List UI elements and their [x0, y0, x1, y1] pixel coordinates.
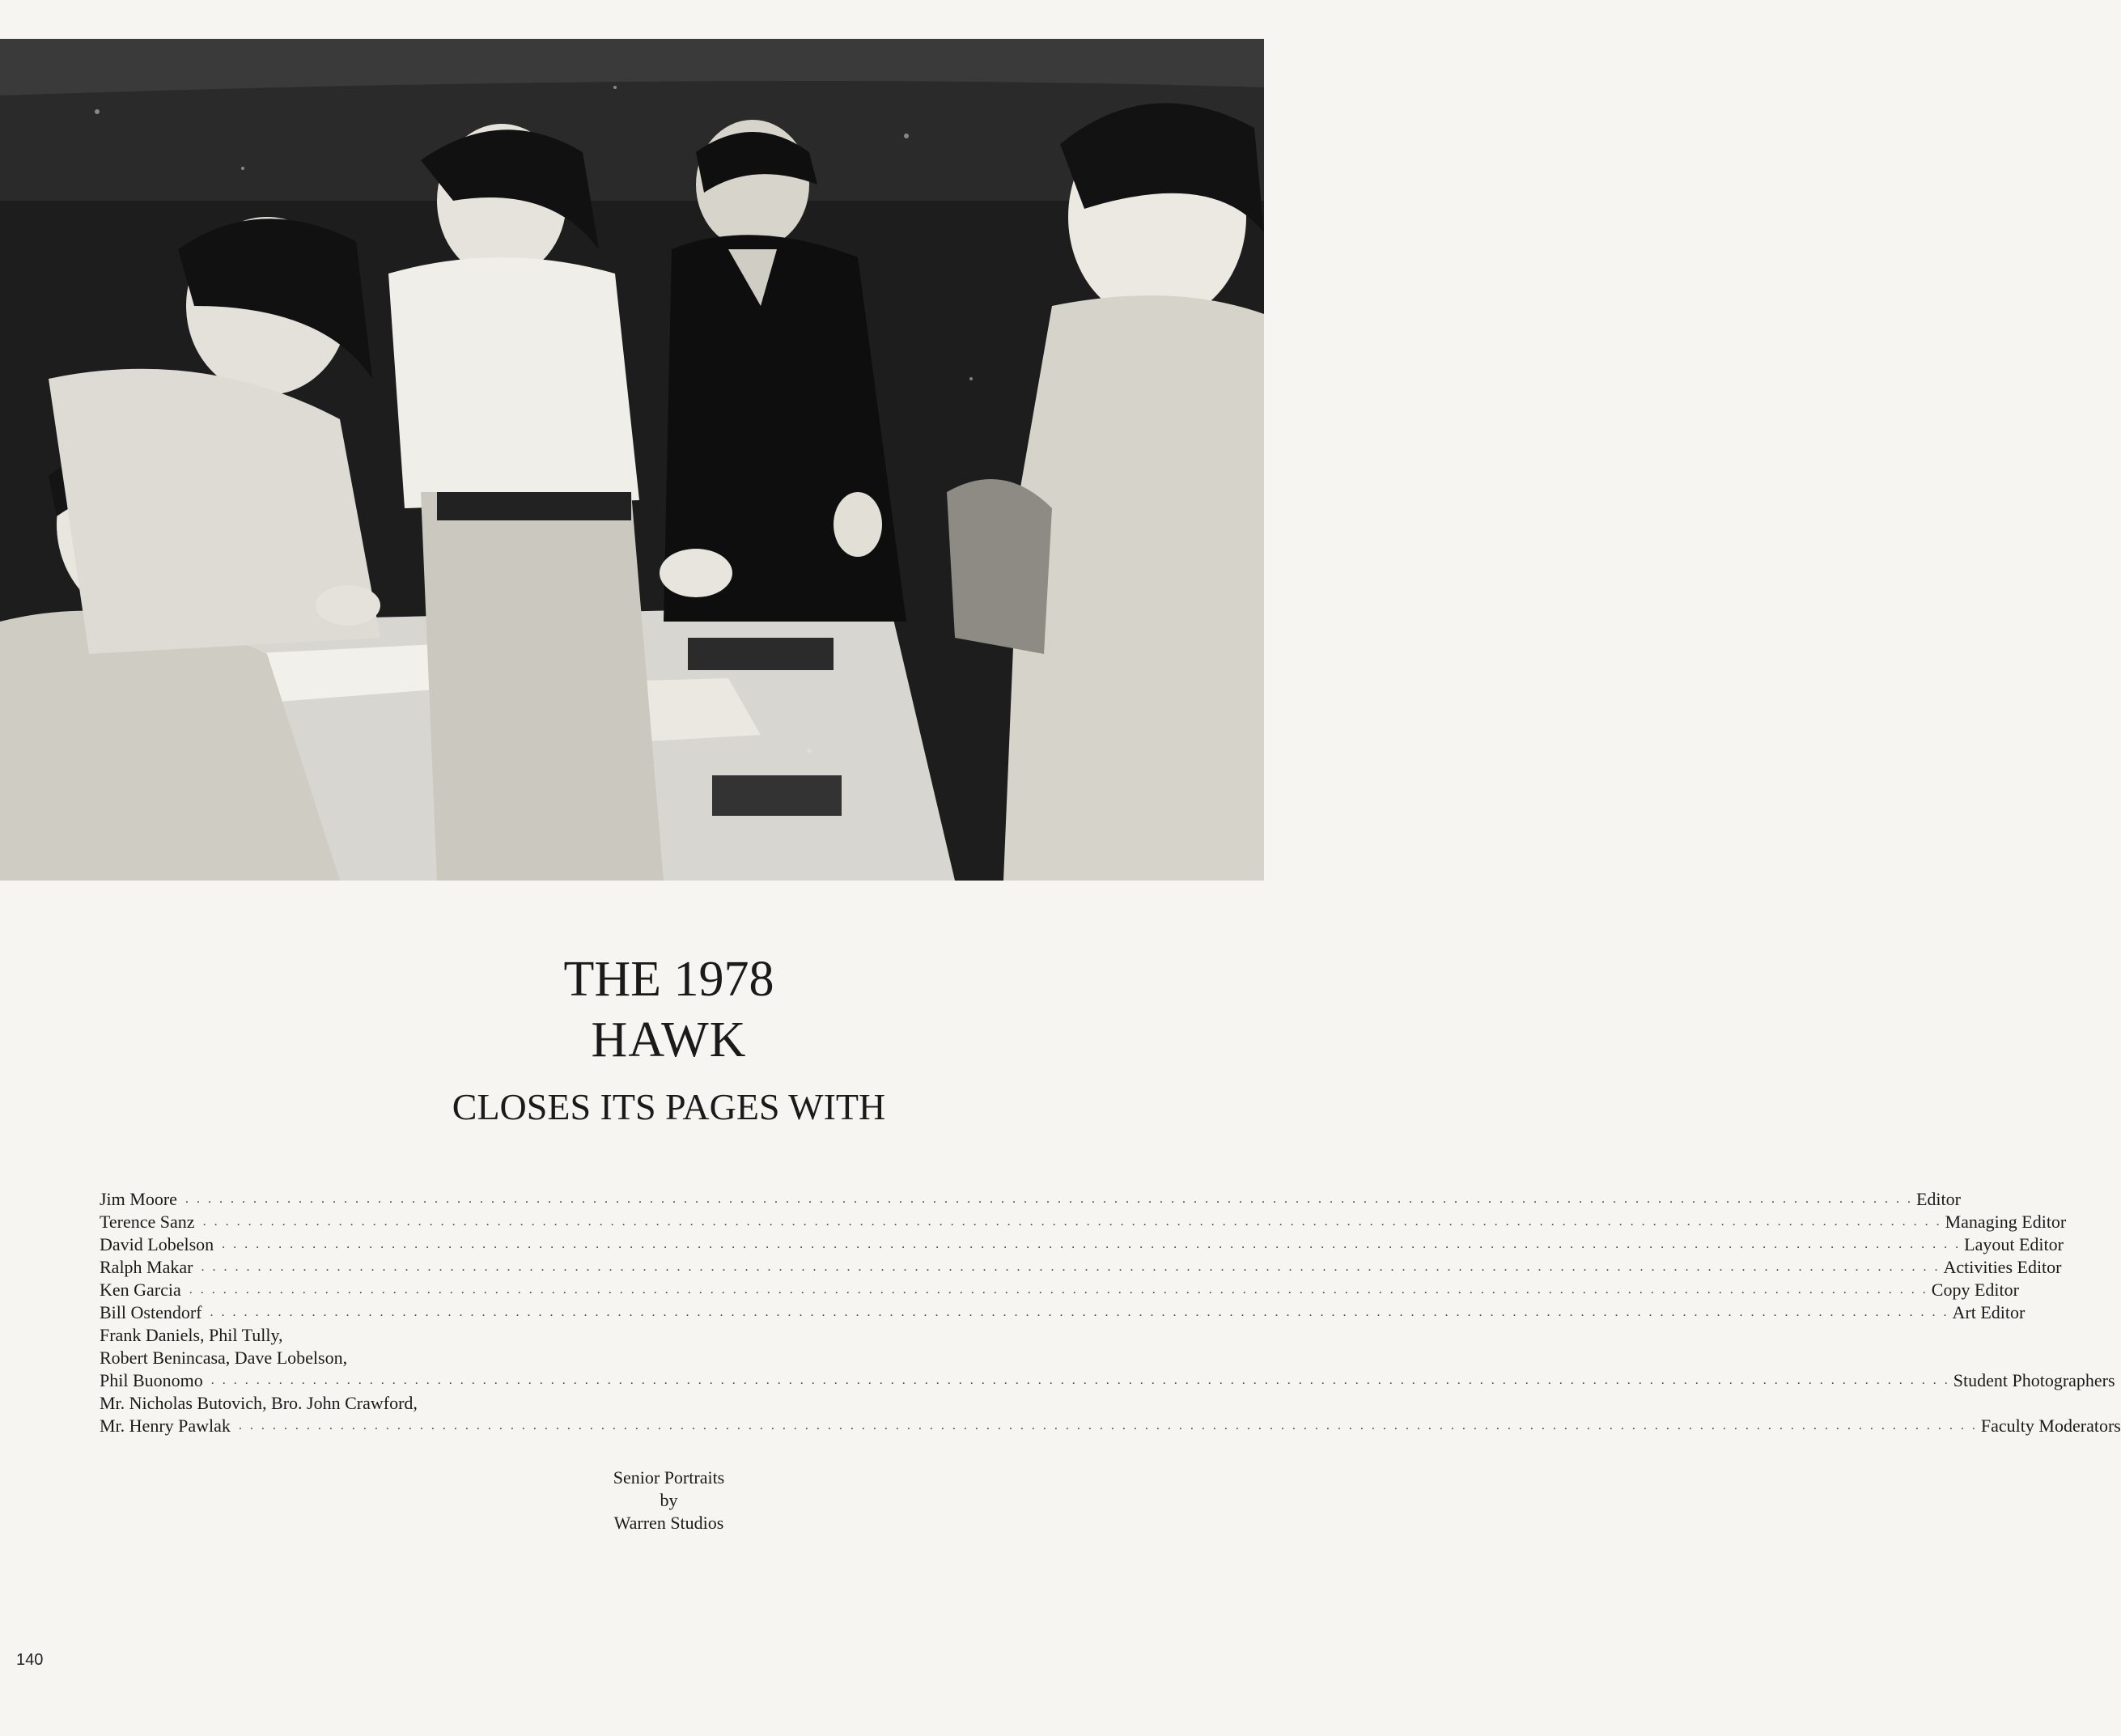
- staff-name: Phil Buonomo: [100, 1370, 203, 1390]
- staff-role: Editor: [1915, 1189, 1961, 1209]
- staff-row: [100, 1369, 2115, 1392]
- staff-row: [100, 1324, 1257, 1347]
- staff-name: Mr. Nicholas Butovich, Bro. John Crawford,: [100, 1393, 418, 1413]
- photo-group-icon: [0, 39, 1264, 881]
- leader-dots: . . . . . . . . . . . . . . . . . . . . . . . . . . . . . . . . . . . . . . . . . . . . . . . . . . . . . . . . . . . . . . . . . . . . . . . . . . . . . . . . . . . . . . . . . . . . . . . . . . . . . . . . . . . . . . . . . . . . . . . . . . . . . . . . . . . . . . . . . . . . . . . . . . . . . . . . . .: [202, 1215, 1942, 1229]
- heading-line-1: THE 1978: [563, 952, 774, 1007]
- staff-row: [100, 1347, 1257, 1369]
- staff-name: Bill Ostendorf: [100, 1302, 202, 1322]
- staff-name: Ken Garcia: [100, 1280, 181, 1300]
- staff-row: [100, 1256, 2062, 1279]
- leader-dots: . . . . . . . . . . . . . . . . . . . . . . . . . . . . . . . . . . . . . . . . . . . . . . . . . . . . . . . . . . . . . . . . . . . . . . . . . . . . . . . . . . . . . . . . . . . . . . . . . . . . . . . . . . . . . . . . . . . . . . . . . . . . . . . . . . . . . . . . . . . . . . . . . . . . . . . . . .: [201, 1260, 1941, 1274]
- staff-role: Managing Editor: [1945, 1212, 2067, 1232]
- staff-name: Jim Moore: [100, 1189, 177, 1209]
- heading-line-2: HAWK: [591, 1012, 747, 1067]
- staff-name: Robert Benincasa, Dave Lobelson,: [100, 1348, 348, 1368]
- page-number: 140: [16, 1651, 44, 1669]
- staff-role: Art Editor: [1952, 1302, 2026, 1322]
- credit-line: Warren Studios: [613, 1513, 724, 1533]
- staff-role: Faculty Moderators: [1980, 1416, 2121, 1436]
- staff-row: [100, 1211, 2067, 1233]
- credit-line: Senior Portraits: [613, 1467, 725, 1488]
- leader-dots: . . . . . . . . . . . . . . . . . . . . . . . . . . . . . . . . . . . . . . . . . . . . . . . . . . . . . . . . . . . . . . . . . . . . . . . . . . . . . . . . . . . . . . . . . . . . . . . . . . . . . . . . . . . . . . . . . . . . . . . . . . . . . . . . . . . . . . . . . . . . . . . . . . . . . . . . . .: [210, 1305, 1949, 1319]
- staff-role: Layout Editor: [1964, 1234, 2064, 1254]
- photo-credit: [0, 1466, 1338, 1534]
- staff-role: Activities Editor: [1943, 1257, 2062, 1277]
- heading-subtitle: CLOSES ITS PAGES WITH: [452, 1086, 886, 1127]
- staff-role: Copy Editor: [1931, 1280, 2019, 1300]
- staff-list: [100, 1188, 2121, 1437]
- staff-row: [100, 1301, 2026, 1324]
- staff-name: Ralph Makar: [100, 1257, 193, 1277]
- leader-dots: . . . . . . . . . . . . . . . . . . . . . . . . . . . . . . . . . . . . . . . . . . . . . . . . . . . . . . . . . . . . . . . . . . . . . . . . . . . . . . . . . . . . . . . . . . . . . . . . . . . . . . . . . . . . . . . . . . . . . . . . . . . . . . . . . . . . . . . . . . . . . . . . . . . . . . . . . .: [189, 1283, 1928, 1297]
- leader-dots: . . . . . . . . . . . . . . . . . . . . . . . . . . . . . . . . . . . . . . . . . . . . . . . . . . . . . . . . . . . . . . . . . . . . . . . . . . . . . . . . . . . . . . . . . . . . . . . . . . . . . . . . . . . . . . . . . . . . . . . . . . . . . . . . . . . . . . . . . . . . . . . . . . . . . . . . .: [185, 1192, 1913, 1206]
- leader-dots: . . . . . . . . . . . . . . . . . . . . . . . . . . . . . . . . . . . . . . . . . . . . . . . . . . . . . . . . . . . . . . . . . . . . . . . . . . . . . . . . . . . . . . . . . . . . . . . . . . . . . . . . . . . . . . . . . . . . . . . . . . . . . . . . . . . . . . . . . . . . . . . . . . . . . . . . . .: [238, 1419, 1978, 1433]
- staff-name: Frank Daniels, Phil Tully,: [100, 1325, 283, 1345]
- group-photo: [0, 39, 1264, 881]
- staff-row: [100, 1279, 2019, 1301]
- staff-name: David Lobelson: [100, 1234, 214, 1254]
- staff-row: [100, 1392, 1257, 1415]
- leader-dots: . . . . . . . . . . . . . . . . . . . . . . . . . . . . . . . . . . . . . . . . . . . . . . . . . . . . . . . . . . . . . . . . . . . . . . . . . . . . . . . . . . . . . . . . . . . . . . . . . . . . . . . . . . . . . . . . . . . . . . . . . . . . . . . . . . . . . . . . . . . . . . . . . . . . . . . . . .: [222, 1237, 1962, 1251]
- staff-name: Mr. Henry Pawlak: [100, 1416, 231, 1436]
- staff-row: [100, 1188, 1961, 1211]
- staff-role: Student Photographers: [1953, 1370, 2115, 1390]
- leader-dots: . . . . . . . . . . . . . . . . . . . . . . . . . . . . . . . . . . . . . . . . . . . . . . . . . . . . . . . . . . . . . . . . . . . . . . . . . . . . . . . . . . . . . . . . . . . . . . . . . . . . . . . . . . . . . . . . . . . . . . . . . . . . . . . . . . . . . . . . . . . . . . . . . . . . . . . . . .: [210, 1373, 1950, 1387]
- staff-name: Terence Sanz: [100, 1212, 195, 1232]
- credit-line: by: [660, 1490, 678, 1510]
- staff-row: [100, 1415, 2121, 1437]
- staff-row: [100, 1233, 2064, 1256]
